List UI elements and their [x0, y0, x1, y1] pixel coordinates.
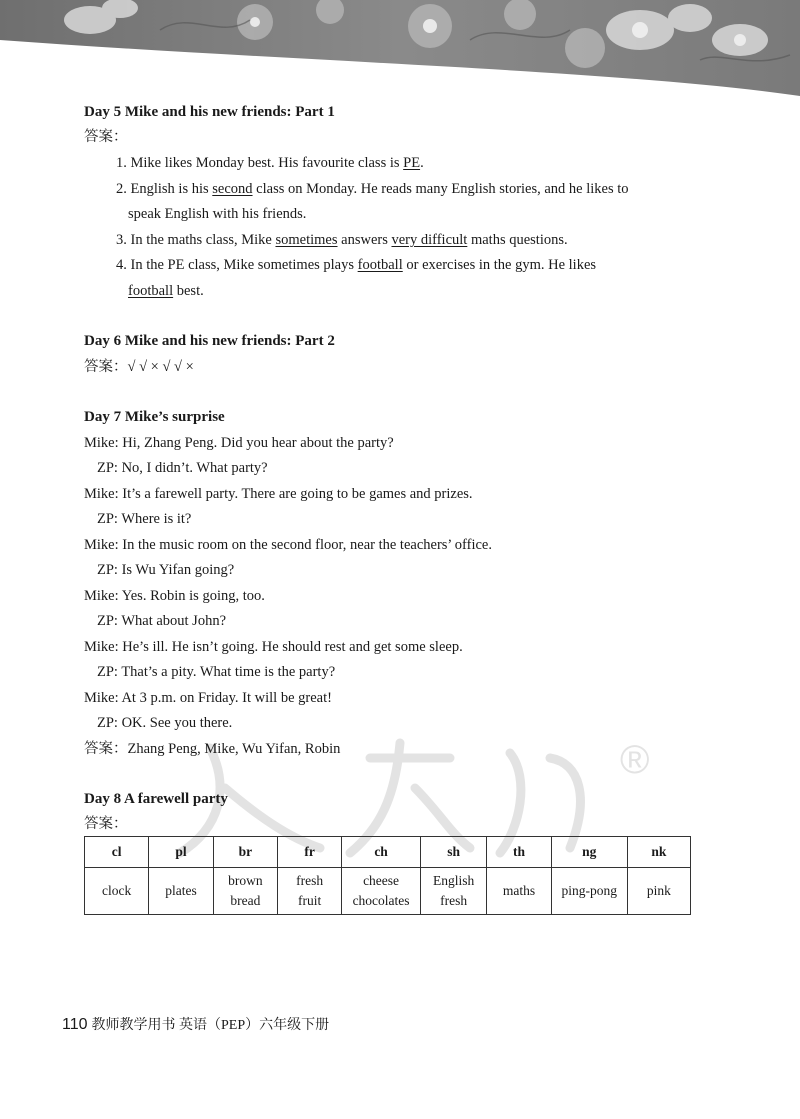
- dialogue-line: Mike: In the music room on the second floor, near the teachers’ office.: [84, 537, 492, 553]
- table-cell: ping-pong: [551, 868, 627, 915]
- table-header-cell: th: [487, 837, 551, 868]
- table-cell: English fresh: [420, 868, 487, 915]
- table-cell: plates: [149, 868, 213, 915]
- table-cell: pink: [627, 868, 690, 915]
- page-number: 110: [62, 1016, 88, 1033]
- day5-item-4: 4. In the PE class, Mike sometimes plays football or exercises in the gym. He likes: [116, 257, 597, 273]
- dialogue-line: Mike: It’s a farewell party. There are going to be games and prizes.: [84, 486, 473, 502]
- table-header-row: [85, 837, 691, 868]
- day6-heading: Day 6 Mike and his new friends: Part 2: [84, 333, 335, 349]
- table-header-cell: ch: [342, 837, 421, 868]
- table-header-cell: pl: [149, 837, 213, 868]
- dialogue-line: ZP: OK. See you there.: [97, 715, 233, 731]
- table-header-cell: sh: [420, 837, 487, 868]
- day7-heading: Day 7 Mike’s surprise: [84, 409, 225, 425]
- dialogue-line: ZP: That’s a pity. What time is the party?: [97, 664, 336, 680]
- day5-item-2-continued: speak English with his friends.: [128, 206, 307, 222]
- table-header-cell: fr: [278, 837, 342, 868]
- table-cell: clock: [85, 868, 149, 915]
- table-header-cell: br: [213, 837, 277, 868]
- day5-item-2: 2. English is his second class on Monday. He reads many English stories, and he likes to: [116, 181, 629, 197]
- table-cell: cheese chocolates: [342, 868, 421, 915]
- registered-mark: ®: [620, 738, 650, 782]
- table-cell: fresh fruit: [278, 868, 342, 915]
- table-cell: maths: [487, 868, 551, 915]
- dialogue-line: ZP: Is Wu Yifan going?: [97, 562, 235, 578]
- floral-banner-image: [0, 0, 800, 96]
- day5-item-3: 3. In the maths class, Mike sometimes answers very difficult maths questions.: [116, 232, 568, 248]
- book-title: 教师教学用书 英语（PEP）六年级下册: [91, 1018, 330, 1033]
- dialogue-line: ZP: Where is it?: [97, 511, 192, 527]
- dialogue-line: ZP: What about John?: [97, 613, 227, 629]
- decorative-header-banner: [0, 0, 800, 96]
- day8-heading: Day 8 A farewell party: [84, 791, 228, 807]
- day5-heading: Day 5 Mike and his new friends: Part 1: [84, 104, 335, 120]
- day8-answer-label: 答案：: [84, 816, 128, 832]
- day5-item-1: 1. Mike likes Monday best. His favourite class is PE.: [116, 155, 424, 171]
- letter-blend-answer-table: [84, 836, 691, 915]
- day6-answer: 答案：√ √ × √ √ ×: [84, 359, 194, 375]
- day5-answer-label: 答案：: [84, 129, 128, 145]
- table-header-cell: nk: [627, 837, 690, 868]
- page-footer: [62, 1014, 329, 1034]
- dialogue-line: Mike: Hi, Zhang Peng. Did you hear about the party?: [84, 435, 394, 451]
- table-value-row: [85, 868, 691, 915]
- table-header-cell: ng: [551, 837, 627, 868]
- table-header-cell: cl: [85, 837, 149, 868]
- day7-answer: 答案：Zhang Peng, Mike, Wu Yifan, Robin: [84, 741, 341, 757]
- dialogue-line: ZP: No, I didn’t. What party?: [97, 460, 268, 476]
- dialogue-line: Mike: He’s ill. He isn’t going. He should rest and get some sleep.: [84, 639, 463, 655]
- dialogue-line: Mike: At 3 p.m. on Friday. It will be great!: [84, 690, 332, 706]
- day5-item-4-continued: football best.: [128, 283, 204, 299]
- table-cell: brown bread: [213, 868, 277, 915]
- dialogue-line: Mike: Yes. Robin is going, too.: [84, 588, 265, 604]
